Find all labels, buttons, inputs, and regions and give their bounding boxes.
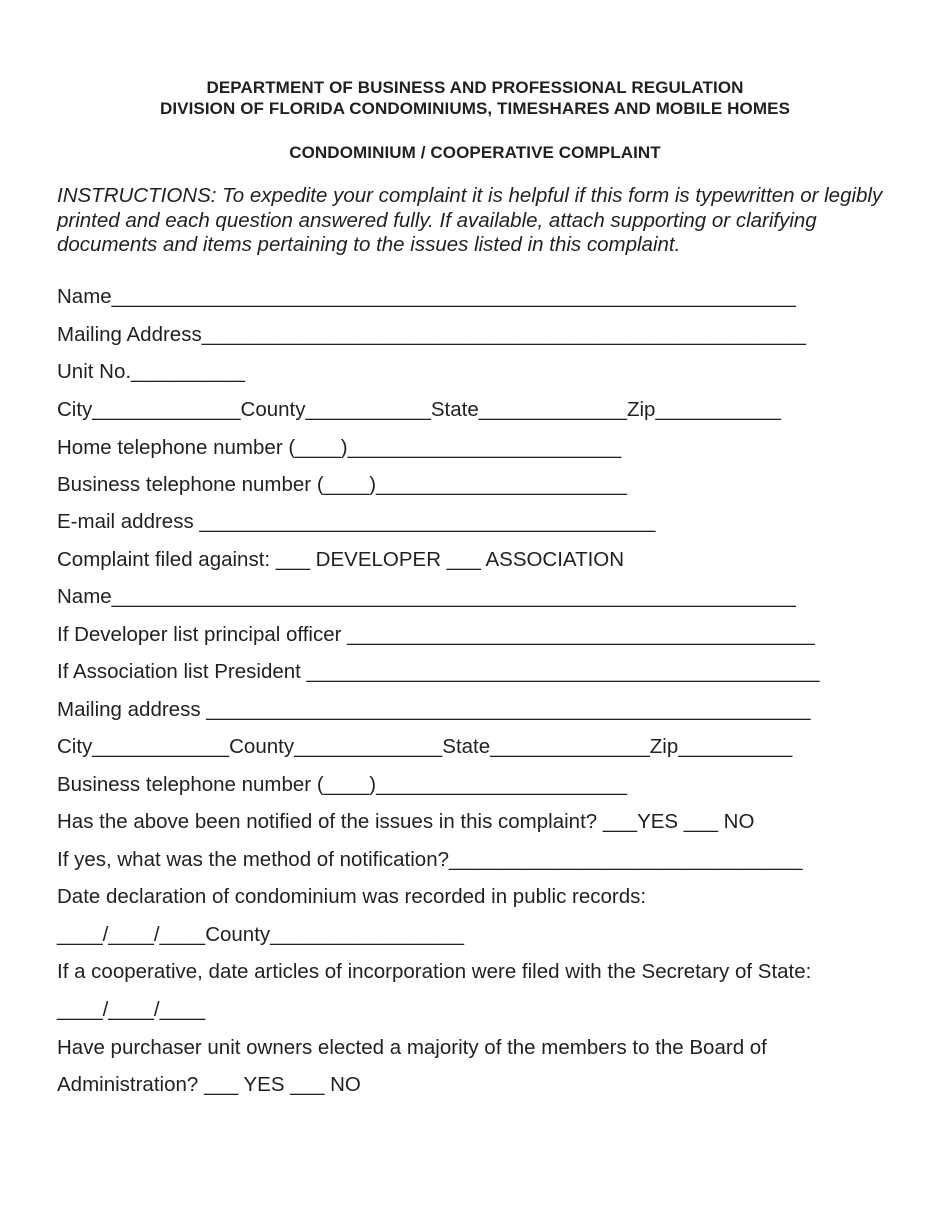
respondent-mailing-address-field[interactable]: Mailing address _____________________________________________________ — [57, 698, 811, 721]
notification-method-field[interactable]: If yes, what was the method of notification?_______________________________ — [57, 848, 803, 871]
unit-no-field[interactable]: Unit No.__________ — [57, 360, 246, 383]
respondent-business-telephone-field[interactable]: Business telephone number (____)______________________ — [57, 773, 627, 796]
association-president-field[interactable]: If Association list President _____________________________________________ — [57, 660, 820, 683]
city-county-state-zip-field[interactable]: City_____________County___________State_____________Zip___________ — [57, 398, 781, 421]
cooperative-date-field[interactable]: ____/____/____ — [57, 998, 206, 1021]
form-title: CONDOMINIUM / COOPERATIVE COMPLAINT — [289, 143, 661, 162]
business-telephone-field[interactable]: Business telephone number (____)______________________ — [57, 473, 627, 496]
home-telephone-field[interactable]: Home telephone number (____)________________________ — [57, 436, 622, 459]
division-heading: DIVISION OF FLORIDA CONDOMINIUMS, TIMESHARES AND MOBILE HOMES — [159, 99, 791, 118]
email-field[interactable]: E-mail address ________________________________________ — [57, 510, 656, 533]
mailing-address-field[interactable]: Mailing Address_____________________________________________________ — [57, 323, 806, 346]
majority-question: Have purchaser unit owners elected a majority of the members to the Board of — [57, 1036, 767, 1059]
notified-question-field[interactable]: Has the above been notified of the issues in this complaint? ___YES ___ NO — [57, 810, 755, 833]
complaint-against-field[interactable]: Complaint filed against: ___ DEVELOPER ___ ASSOCIATION — [57, 548, 625, 571]
instructions-text: INSTRUCTIONS: To expedite your complaint it is helpful if this form is typewritten or legibly printed and each question answered fully. If available, attach supporting or clarifying documents and items pertaining to the issues listed in this complaint. — [57, 184, 883, 256]
department-heading: DEPARTMENT OF BUSINESS AND PROFESSIONAL REGULATION — [206, 78, 744, 97]
developer-officer-field[interactable]: If Developer list principal officer _________________________________________ — [57, 623, 815, 646]
cooperative-date-question: If a cooperative, date articles of incorporation were filed with the Secretary of State: — [57, 960, 812, 983]
respondent-city-county-state-zip-field[interactable]: City____________County_____________State______________Zip__________ — [57, 735, 793, 758]
respondent-name-field[interactable]: Name____________________________________________________________ — [57, 585, 796, 608]
name-field[interactable]: Name____________________________________________________________ — [57, 285, 796, 308]
majority-answer-field[interactable]: Administration? ___ YES ___ NO — [57, 1073, 361, 1096]
declaration-date-field[interactable]: ____/____/____County_________________ — [57, 923, 464, 946]
declaration-date-question: Date declaration of condominium was recorded in public records: — [57, 885, 647, 908]
